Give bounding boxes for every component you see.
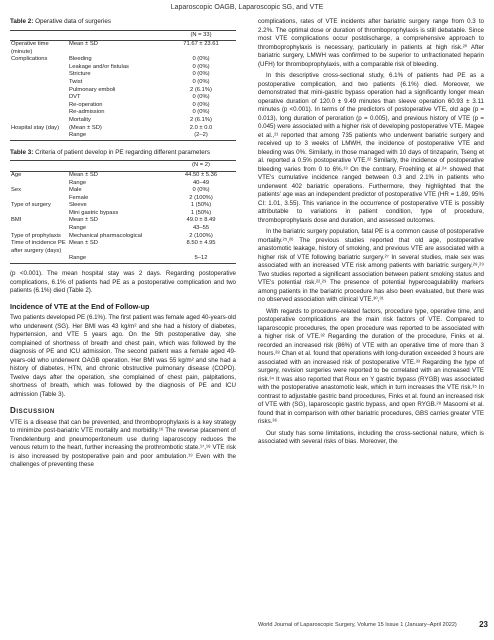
table-cell: Time of incidence PE after surgery (days) <box>11 240 66 254</box>
table-cell: (2–2) <box>166 132 236 140</box>
table-2-header: (N = 33) <box>166 30 236 41</box>
table-cell: Sleeve <box>69 202 87 209</box>
table-cell <box>10 94 68 102</box>
table-3 <box>10 149 236 264</box>
table-cell: Mechanical pharmacological <box>69 232 143 239</box>
table-cell: 71.67 ± 23.61 <box>183 41 219 48</box>
table-cell: Range <box>68 132 166 140</box>
table-cell: 2 (100%) <box>189 232 213 239</box>
table-row <box>10 240 236 255</box>
table-cell: 1 (50%) <box>190 209 212 216</box>
table-cell: Range <box>69 225 87 232</box>
table-row <box>10 171 236 179</box>
table-cell: 5–12 <box>166 255 236 263</box>
table-row <box>10 117 236 125</box>
table-cell <box>10 64 68 72</box>
table-cell: 0 (0%) <box>192 71 210 78</box>
table-cell: 2.0 ± 0.0 <box>189 124 213 131</box>
table-cell: Mortality <box>69 117 91 124</box>
table-cell: 0 (0%) <box>192 63 210 70</box>
table-row <box>10 255 236 263</box>
table-row <box>10 180 236 188</box>
table-cell: Mean ± SD <box>69 171 98 178</box>
table-cell: 49.0 ± 8.49 <box>186 217 216 224</box>
table-cell: 40–49 <box>192 179 210 186</box>
table-row <box>10 94 236 102</box>
table-cell: Mini gastric bypass <box>69 209 119 216</box>
table-cell <box>10 225 68 233</box>
table-cell: Complications <box>11 56 48 63</box>
table-2-caption: Table 2: Operative data of surgeries <box>10 18 112 25</box>
table-3-caption: Table 3: Criteria of patient develop in PE regarding different parameters <box>10 148 210 156</box>
paragraph: complications, rates of VTE incidents after bariatric surgery range from 0.3 to 2.2%. The optimal dose or duration of thromboprophylaxis is still debatable. Since most VTE complications occur postdischarge, a comprehensive approach to thromboprophylaxis is necessary, particularly in patients at high risk.²⁰ After bariatric surgery, LMWH was confirmed to be superior to unfractionated heparin (UFH) for thromboprophylaxis, with a comparable risk of bleeding. <box>258 18 484 68</box>
table-cell: 44.50 ± 5.36 <box>184 171 218 178</box>
table-row <box>10 202 236 210</box>
section-heading-incidence: Incidence of VTE at the End of Follow-up <box>10 301 150 311</box>
table-2-body <box>10 41 236 141</box>
table-cell: Leakage and/or fistulas <box>69 63 129 70</box>
table-row <box>10 109 236 117</box>
table-cell <box>10 210 68 218</box>
table-cell: 0 (0%) <box>192 79 210 86</box>
table-row <box>10 233 236 241</box>
paragraph: With regards to procedure-related factors, procedure type, operative time, and postoperative complications are the main risk factors of VTE. Compared to laparoscopic procedures, the open procedure was reported to be associated with a higher risk of VTE.³² Regarding the duration of the procedure, Finks et al. recorded an increased risk (86%) of VTE with an operative time of more than 3 hours.²⁸ Chan et al. found that operations with long-duration exceeded 3 hours are associated with an increased risk of postoperative VTE.³³ Regarding the type of surgery, revision surgeries were reported to be correlated with an increased VTE risk.³⁴ It was also reported that Roux en Y gastric bypass (RYGB) was associated with the postoperative anastomotic leak, which in turn increases the VTE risk.³⁵ In contrast to adjustable gastric band procedures, Finks et al. found an increased risk of VTE with (SG), laparoscopic gastric bypass, and open RYGB.²⁸ Masoomi et al. found that in comparison with other bariatric procedures, GBS carries greater VTE risks.³⁶ <box>258 307 484 425</box>
table-cell: Twist <box>69 79 83 86</box>
table-row <box>10 132 236 140</box>
table-row <box>10 41 236 57</box>
table-cell: Pulmonary emboli <box>69 86 116 93</box>
table-cell: 2 (6.1%) <box>190 117 212 124</box>
table-cell: 2 (100%) <box>189 194 213 201</box>
table-cell: 0 (0%) <box>192 109 210 116</box>
table-cell: Type of prophylaxis <box>11 232 61 239</box>
table-cell: Operative time (minute) <box>11 41 49 55</box>
table-cell: Mean ± SD <box>69 41 98 48</box>
table-cell: Range <box>68 255 166 263</box>
page-footer <box>258 620 488 629</box>
table-cell: Range <box>69 179 87 186</box>
table-cell <box>10 117 68 125</box>
right-column <box>258 18 484 450</box>
table-3-body <box>10 171 236 263</box>
table-cell: Age <box>11 171 22 178</box>
paragraph: In this descriptive cross-sectional study, 6.1% of patients had PE as a postoperative complication, and two patients (6.1%) died. Moreover, we demonstrated that mini-gastric bypass operation had a significantly longer mean operative duration of 120.0 ± 9.49 minutes than sleeve operation 60.93 ± 3.11 minutes (p <0.001). In terms of the predictors of postoperative VTE, old age (p = 0.013), long duration of peroration (p = 0.005), and previous history of VTE (p = 0.045) were associated with a higher risk of developing postoperative VTE. Magee et al.,²¹ reported that among 735 patients who underwent bariatric surgery and received up to 3 weeks of LMWH, the incidence of postoperative VTE and bleeding was 0%. Similarly, in those managed with 10 days of tinzaparin, Tseng et al. reported a 0.5% postoperative VTE.²² Similarly, the incidence of postoperative bleeding varies from 0 to 6%.¹³ On the contrary, Froehling et al.²⁴ showed that VTE's cumulative incidence ranged between 0.3 and 2.1% in patients who underwent 402 bariatric operations. Furthermore, they highlighted that the patients' age was an independent predictor of postoperative VTE (HR = 1.89, 95% CI: 1.01, 3.55). This variance in the occurrence of postoperative VTE is possibly attributable to variations in patient condition, type of procedure, thromboprophylaxis dose and duration, and assessed outcomes. <box>258 72 484 224</box>
table-3-grid <box>10 160 236 264</box>
table-cell <box>10 180 68 188</box>
paragraph: (p <0.001). The mean hospital stay was 2 days. Regarding postoperative complications, 6.1% of patients had PE as a postoperative complication and two patients (6.1%) died (Table 2). <box>10 270 236 295</box>
table-row <box>10 195 236 203</box>
table-3-header: (N = 2) <box>166 161 236 172</box>
table-2-grid <box>10 30 236 141</box>
table-cell <box>10 255 68 263</box>
paragraph: Two patients developed PE (6.1%). The first patient was female aged 40-years-old who underwent (SG). Her BMI was 43 kg/m² and she had a history of diabetes, hypertension, and VTE 5 years ago. On the 5th postoperative day, she complained of shortness of breath and chest pain, which was followed by the diagnosis of PE and ICU admission. The second patient was a female aged 49-years-old who underwent OAGB operation. Her BMI was 55 kg/m² and she had a history of diabetes, HTN, and chronic obstructive pulmonary disease (COPD). Twelve days after the operation, she complained of chest pain, palpitations, shortness of breath, which was followed by the diagnosis of PE and ICU admission (Table 3). <box>10 314 236 398</box>
table-cell: DVT <box>69 94 81 101</box>
table-cell: Bleeding <box>69 56 92 63</box>
table-cell <box>10 71 68 79</box>
table-cell <box>10 87 68 95</box>
table-cell <box>10 102 68 110</box>
table-cell: 0 (0%) <box>192 94 210 101</box>
table-cell: Re-operation <box>69 101 103 108</box>
table-cell: Sex <box>11 187 21 194</box>
table-cell: 8.50 ± 4.95 <box>186 240 216 247</box>
table-cell: 0 (0%) <box>192 56 210 63</box>
table-row <box>10 64 236 72</box>
table-cell: 0 (0%) <box>192 101 210 108</box>
section-heading-discussion: Discussion <box>10 406 55 416</box>
table-cell: Female <box>69 194 89 201</box>
table-cell <box>10 109 68 117</box>
journal-citation: World Journal of Laparoscopic Surgery, Volume 15 Issue 1 (January–April 2022) <box>258 621 457 628</box>
table-cell: 1 (50%) <box>190 202 212 209</box>
table-2-header-row <box>10 30 236 41</box>
table-cell: Hospital stay (day) <box>11 124 60 131</box>
running-head: Laparoscopic OAGB, Laparoscopic SG, and VTE <box>170 4 324 11</box>
table-cell: Type of surgery <box>11 202 51 209</box>
table-cell: Re-admission <box>69 109 105 116</box>
page-number: 23 <box>479 620 488 629</box>
table-cell: (Mean ± SD) <box>69 124 102 131</box>
table-row <box>10 210 236 218</box>
table-row <box>10 79 236 87</box>
paragraph: VTE is a disease that can be prevented, and thromboprophylaxis is a key strategy to minimize post-bariatric VTE mortality and morbidity.¹⁶ The reverse placement of Trendelenburg and pneumoperitoneum use during laparoscopy reduces the venous return to the heart, further increasing the prothrombotic state.¹⁷,¹⁸ VTE risk is also increased by postoperative pain and poor ambulation.¹⁹ Even with the challenges of preventing these <box>10 418 236 469</box>
table-row <box>10 217 236 225</box>
table-2 <box>10 18 236 141</box>
table-row <box>10 87 236 95</box>
table-row <box>10 225 236 233</box>
paragraph: In the bariatric surgery population, fatal PE is a common cause of postoperative mortality.²⁵,²⁶ The previous studies reported that old age, postoperative anastomotic leakage, history of smoking, and previous VTE are associated with a higher risk of VTE following bariatric surgery.²⁷ In several studies, male sex was associated with an increased VTE risk among patients with bariatric surgery.²⁸,²⁹ Two studies reported a significant association between patient smoking status and VTE's potential risk.²²,²⁹ The presence of potential hypercoagulability markers among patients in the bariatric procedure has also been evaluated, but there was no observed association with clinical VTE.³⁰,³¹ <box>258 228 484 303</box>
table-row <box>10 102 236 110</box>
table-row <box>10 56 236 64</box>
paragraph: Our study has some limitations, including the cross-sectional nature, which is associated with several risks of bias. Moreover, the <box>258 429 484 445</box>
table-row <box>10 187 236 195</box>
table-cell: Stricture <box>69 71 91 78</box>
table-row <box>10 71 236 79</box>
table-cell: Mean ± SD <box>69 240 98 247</box>
table-cell: BMI <box>11 217 22 224</box>
table-cell: 2 (6.1%) <box>190 86 212 93</box>
table-3-header-row <box>10 161 236 172</box>
left-column <box>10 18 236 473</box>
table-cell <box>10 132 68 140</box>
table-cell: 0 (0%) <box>192 187 210 194</box>
table-cell <box>10 195 68 203</box>
table-cell: Male <box>69 187 82 194</box>
table-cell <box>10 79 68 87</box>
table-cell: Mean ± SD <box>69 217 98 224</box>
table-cell: 43–55 <box>192 225 210 232</box>
table-row <box>10 125 236 133</box>
